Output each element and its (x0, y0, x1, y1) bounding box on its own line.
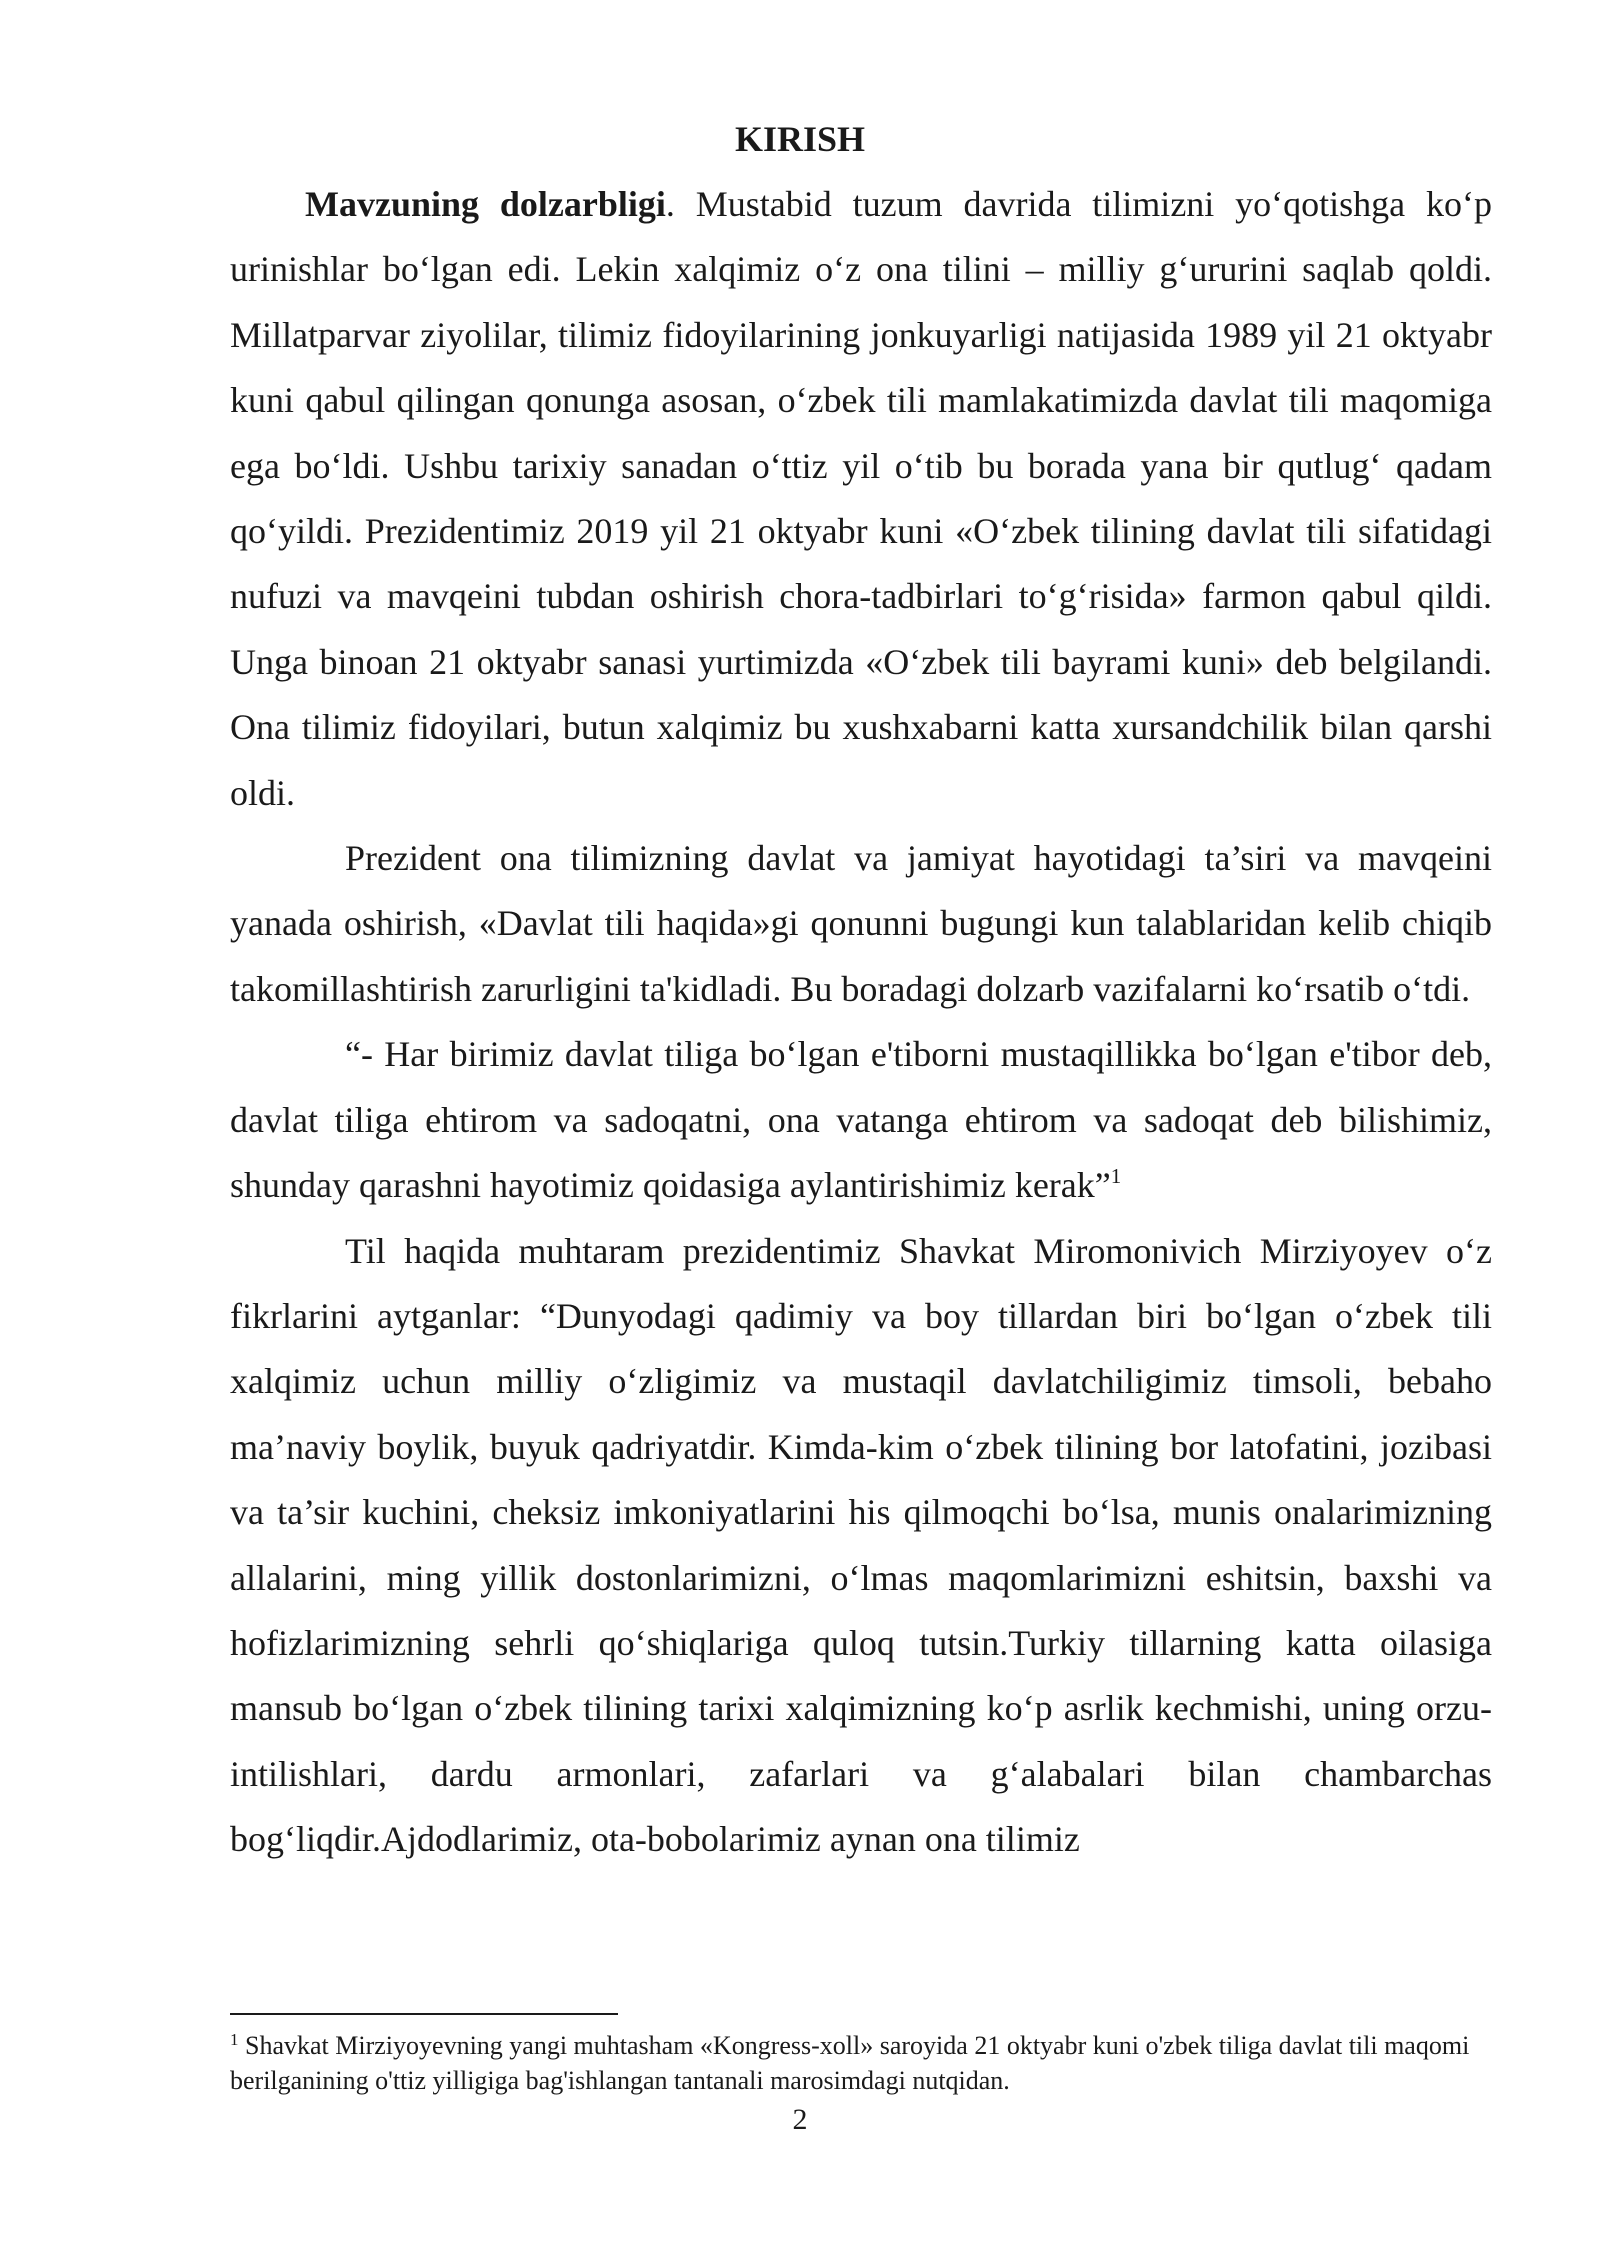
paragraph-relevance (230, 172, 1492, 826)
quote-text: “- Har birimiz davlat tiliga bo‘lgan e'tiborni mustaqillikka bo‘lgan e'tibor deb, davlat tiliga ehtirom va sadoqatni, ona vatanga ehtirom va sadoqat deb bilishimiz, shunday qarashni hayotimiz qoidasiga aylantirishimiz kerak” (230, 1034, 1492, 1206)
footnote-separator (230, 2013, 618, 2015)
page-number: 2 (792, 2103, 808, 2136)
footnote (230, 2028, 1492, 2098)
paragraph-language: Til haqida muhtaram prezidentimiz Shavkat Miromonivich Mirziyoyev o‘z fikrlarini aytganlar: “Dunyodagi qadimiy va boy tillardan biri bo‘lgan o‘zbek tili xalqimiz uchun milliy o‘zligimiz va mustaqil davlatchiligimiz timsoli, bebaho ma’naviy boylik, buyuk qadriyatdir. Kimda-kim o‘zbek tilining bor latofatini, jozibasi va ta’sir kuchini, cheksiz imkoniyatlarini his qilmoqchi bo‘lsa, munis onalarimizning allalarini, ming yillik dostonlarimizni, o‘lmas maqomlarimizni eshitsin, baxshi va hofizlarimizning sehrli qo‘shiqlariga quloq tutsin.Turkiy tillarning katta oilasiga mansub bo‘lgan o‘zbek tilining tarixi xalqimizning ko‘p asrlik kechmishi, uning orzu-intilishlari, dardu armonlari, zafarlari va g‘alabalari bilan chambarchas bog‘liqdir.Ajdodlarimiz, ota-bobolarimiz aynan ona tilimiz (230, 1230, 1492, 1860)
paragraph-lead-heading: Mavzuning dolzarbligi (305, 184, 666, 224)
page-title: KIRISH (734, 119, 866, 159)
footnote-reference[interactable]: 1 (1110, 1164, 1122, 1189)
footnote-mark: 1 (230, 2030, 239, 2049)
body-text (230, 172, 1492, 1873)
paragraph-president: Prezident ona tilimizning davlat va jamiyat hayotidagi ta’siri va mavqeini yanada oshirish, «Davlat tili haqida»gi qonunni bugungi kun talablaridan kelib chiqib takomillashtirish zarurligini ta'kidladi. Bu boradagi dolzarb vazifalarni ko‘rsatib o‘tdi. (230, 838, 1492, 1009)
footnote-text: Shavkat Mirziyoyevning yangi muhtasham «Kongress-xoll» saroyida 21 oktyabr kuni o'zbek tiliga davlat tili maqomi berilganining o'ttiz yilligiga bag'ishlangan tantanali marosimdagi nutqidan. (230, 2031, 1470, 2095)
paragraph-quote (230, 1022, 1492, 1218)
paragraph-text: . Mustabid tuzum davrida tilimizni yo‘qotishga ko‘p urinishlar bo‘lgan edi. Lekin xalqimiz o‘z ona tilini – milliy g‘ururini saqlab qoldi. Millatparvar ziyolilar, tilimiz fidoyilarining jonkuyarligi natijasida 1989 yil 21 oktyabr kuni qabul qilingan qonunga asosan, o‘zbek tili mamlakatimizda davlat tili maqomiga ega bo‘ldi. Ushbu tarixiy sanadan o‘ttiz yil o‘tib bu borada yana bir qutlug‘ qadam qo‘yildi. Prezidentimiz 2019 yil 21 oktyabr kuni «O‘zbek tilining davlat tili sifatidagi nufuzi va mavqeini tubdan oshirish chora-tadbirlari to‘g‘risida» farmon qabul qildi. Unga binoan 21 oktyabr sanasi yurtimizda «O‘zbek tili bayrami kuni» deb belgilandi. Ona tilimiz fidoyilari, butun xalqimiz bu xushxabarni katta xursandchilik bilan qarshi oldi. (230, 184, 1492, 813)
